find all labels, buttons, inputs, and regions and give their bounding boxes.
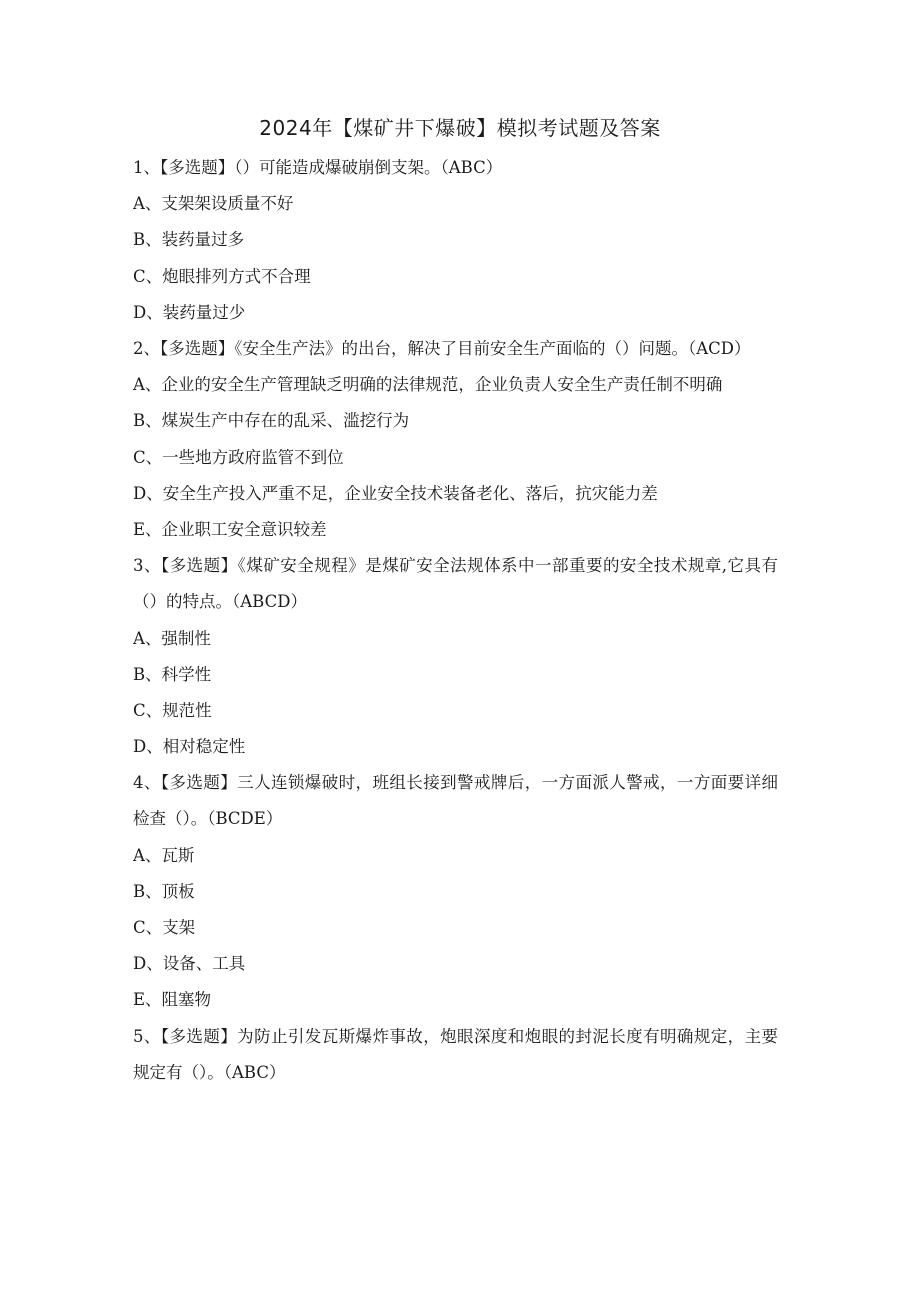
question-list [133, 150, 778, 1091]
answer-option: C、炮眼排列方式不合理 [133, 266, 311, 286]
answer-option: C、规范性 [133, 700, 212, 720]
answer-option: D、相对稳定性 [133, 737, 246, 757]
answer-option: B、科学性 [133, 664, 212, 684]
answer-option: D、设备、工具 [133, 954, 246, 974]
question-stem: 4、【多选题】三人连锁爆破时，班组长接到警戒牌后，一方面派人警戒，一方面要详细检查（）。（BCDE） [133, 773, 778, 829]
answer-option: B、煤炭生产中存在的乱采、滥挖行为 [133, 411, 410, 431]
question-stem: 5、【多选题】为防止引发瓦斯爆炸事故，炮眼深度和炮眼的封泥长度有明确规定，主要规定有（）。（ABC） [133, 1026, 778, 1082]
question-stem: 2、【多选题】《安全生产法》的出台，解决了目前安全生产面临的（）问题。（ACD） [133, 338, 751, 358]
answer-option: B、顶板 [133, 881, 195, 901]
answer-option: A、瓦斯 [133, 845, 195, 865]
answer-option: E、阻塞物 [133, 990, 212, 1010]
answer-option: D、装药量过少 [133, 302, 246, 322]
answer-option: E、企业职工安全意识较差 [133, 519, 327, 539]
answer-option: D、安全生产投入严重不足，企业安全技术装备老化、落后，抗灾能力差 [133, 483, 658, 503]
question-stem: 3、【多选题】《煤矿安全规程》是煤矿安全法规体系中一部重要的安全技术规章,它具有（）的特点。（ABCD） [133, 556, 778, 612]
answer-option: A、强制性 [133, 628, 211, 648]
answer-option: A、企业的安全生产管理缺乏明确的法律规范，企业负责人安全生产责任制不明确 [133, 375, 723, 395]
answer-option: C、支架 [133, 918, 196, 938]
question-stem: 1、【多选题】（）可能造成爆破崩倒支架。（ABC） [133, 158, 503, 177]
document-title: 2024年【煤矿井下爆破】模拟考试题及答案 [259, 116, 661, 140]
answer-option: A、支架架设质量不好 [133, 194, 294, 214]
answer-option: C、一些地方政府监管不到位 [133, 447, 344, 467]
answer-option: B、装药量过多 [133, 230, 245, 250]
